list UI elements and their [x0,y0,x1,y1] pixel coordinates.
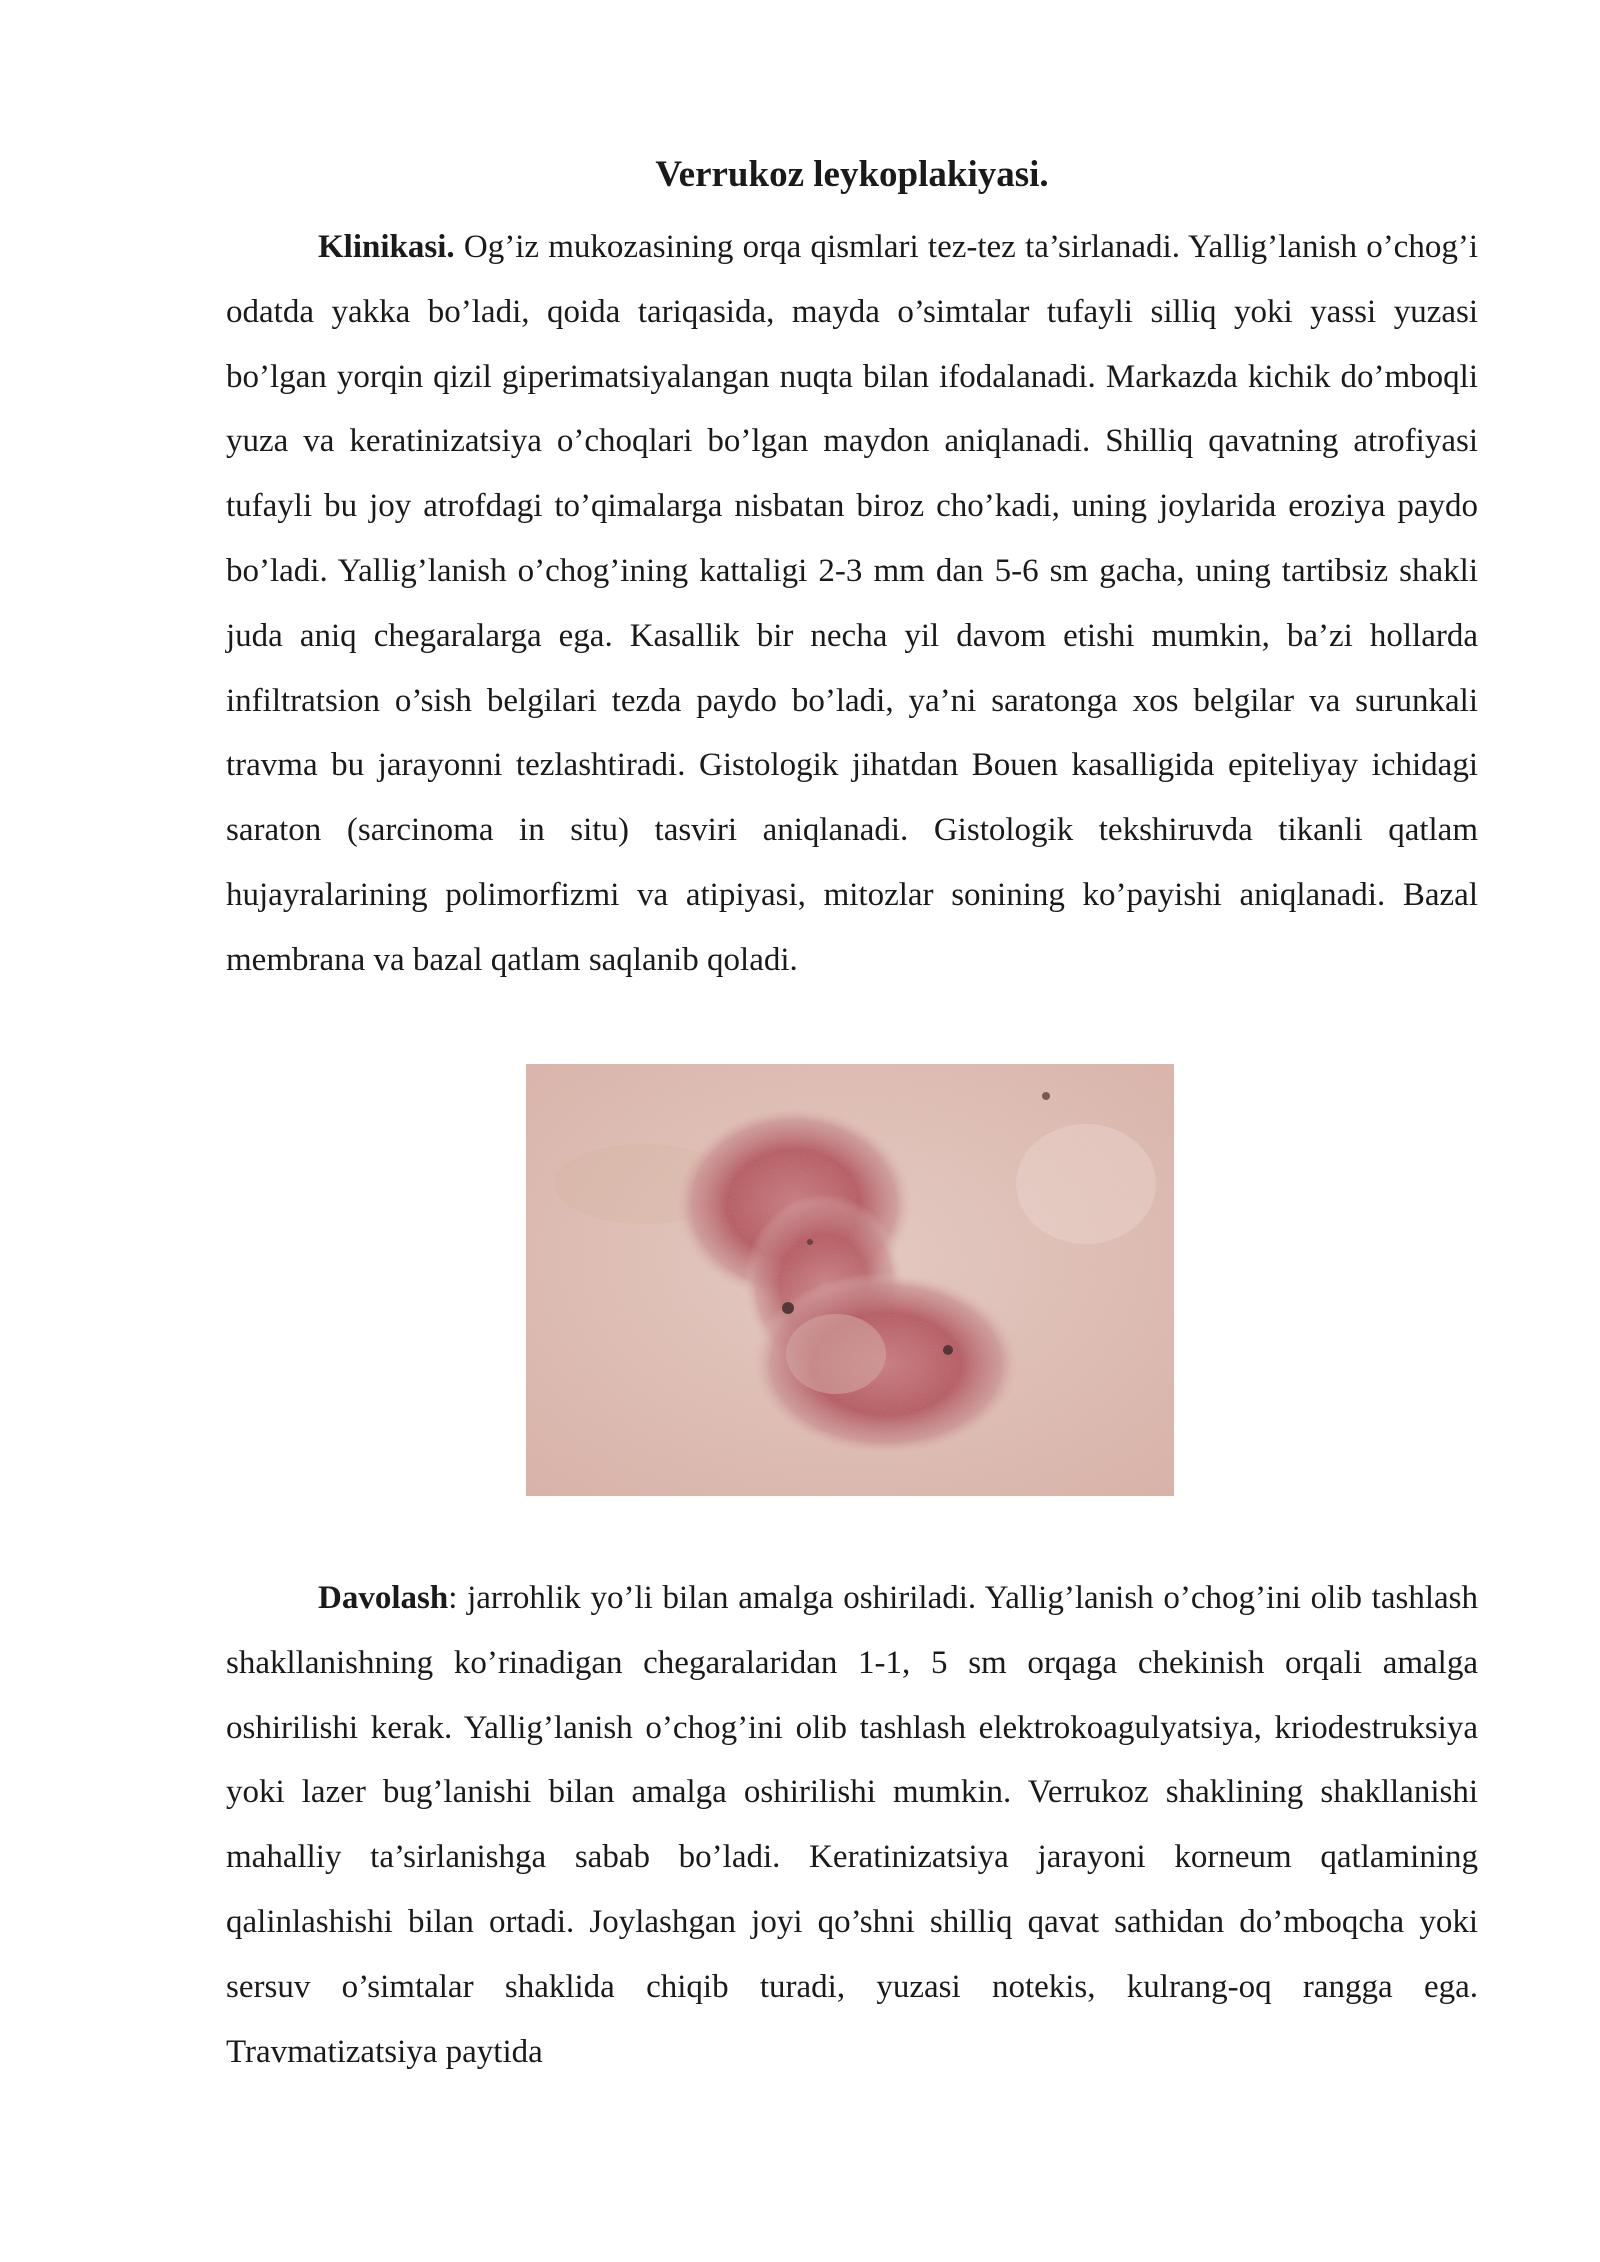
clinical-paragraph [226,215,1478,993]
clinical-text: Og’iz mukozasining orqa qismlari tez-tez ta’sirlanadi. Yallig’lanish o’chog’i odatda yakka bo’ladi, qoida tariqasida, mayda o’simtalar tufayli silliq yoki yassi yuzasi bo’lgan yorqin qizil giperimatsiyalangan nuqta bilan ifodalanadi. Markazda kichik do’mboqli yuza va keratinizatsiya o’choqlari bo’lgan maydon aniqlanadi. Shilliq qavatning atrofiyasi tufayli bu joy atrofdagi to’qimalarga nisbatan biroz cho’kadi, uning joylarida eroziya paydo bo’ladi. Yallig’lanish o’chog’ining kattaligi 2-3 mm dan 5-6 sm gacha, uning tartibsiz shakli juda aniq chegaralarga ega. Kasallik bir necha yil davom etishi mumkin, ba’zi hollarda infiltratsion o’sish belgilari tezda paydo bo’ladi, ya’ni saratonga xos belgilar va surunkali travma bu jarayonni tezlashtiradi. Gistologik jihatdan Bouen kasalligida epiteliyay ichidagi saraton (sarcinoma in situ) tasviri aniqlanadi. Gistologik tekshiruvda tikanli qatlam hujayralarining polimorfizmi va atipiyasi, mitozlar sonining ko’payishi aniqlanadi. Bazal membrana va bazal qatlam saqlanib qoladi. [226,229,1478,978]
lesion-photo [526,1064,1174,1496]
page-title: Verrukoz leykoplakiyasi. [655,154,1049,195]
clinical-heading: Klinikasi. [318,229,455,265]
treatment-text: : jarrohlik yo’li bilan amalga oshiriladi. Yallig’lanish o’chog’ini olib tashlash shakllanishning ko’rinadigan chegaralaridan 1-1, 5 sm orqaga chekinish orqali amalga oshirilishi kerak. Yallig’lanish o’chog’ini olib tashlash elektrokoagulyatsiya, kriodestruksiya yoki lazer bug’lanishi bilan amalga oshirilishi mumkin. Verrukoz shaklining shakllanishi mahalliy ta’sirlanishga sabab bo’ladi. Keratinizatsiya jarayoni korneum qatlamining qalinlashishi bilan ortadi. Joylashgan joyi qo’shni shilliq qavat sathidan do’mboqcha yoki sersuv o’simtalar shaklida chiqib turadi, yuzasi notekis, kulrang-oq rangga ega. Travmatizatsiya paytida [226,1580,1478,2070]
treatment-heading: Davolash [318,1580,449,1616]
treatment-paragraph [226,1566,1478,2084]
